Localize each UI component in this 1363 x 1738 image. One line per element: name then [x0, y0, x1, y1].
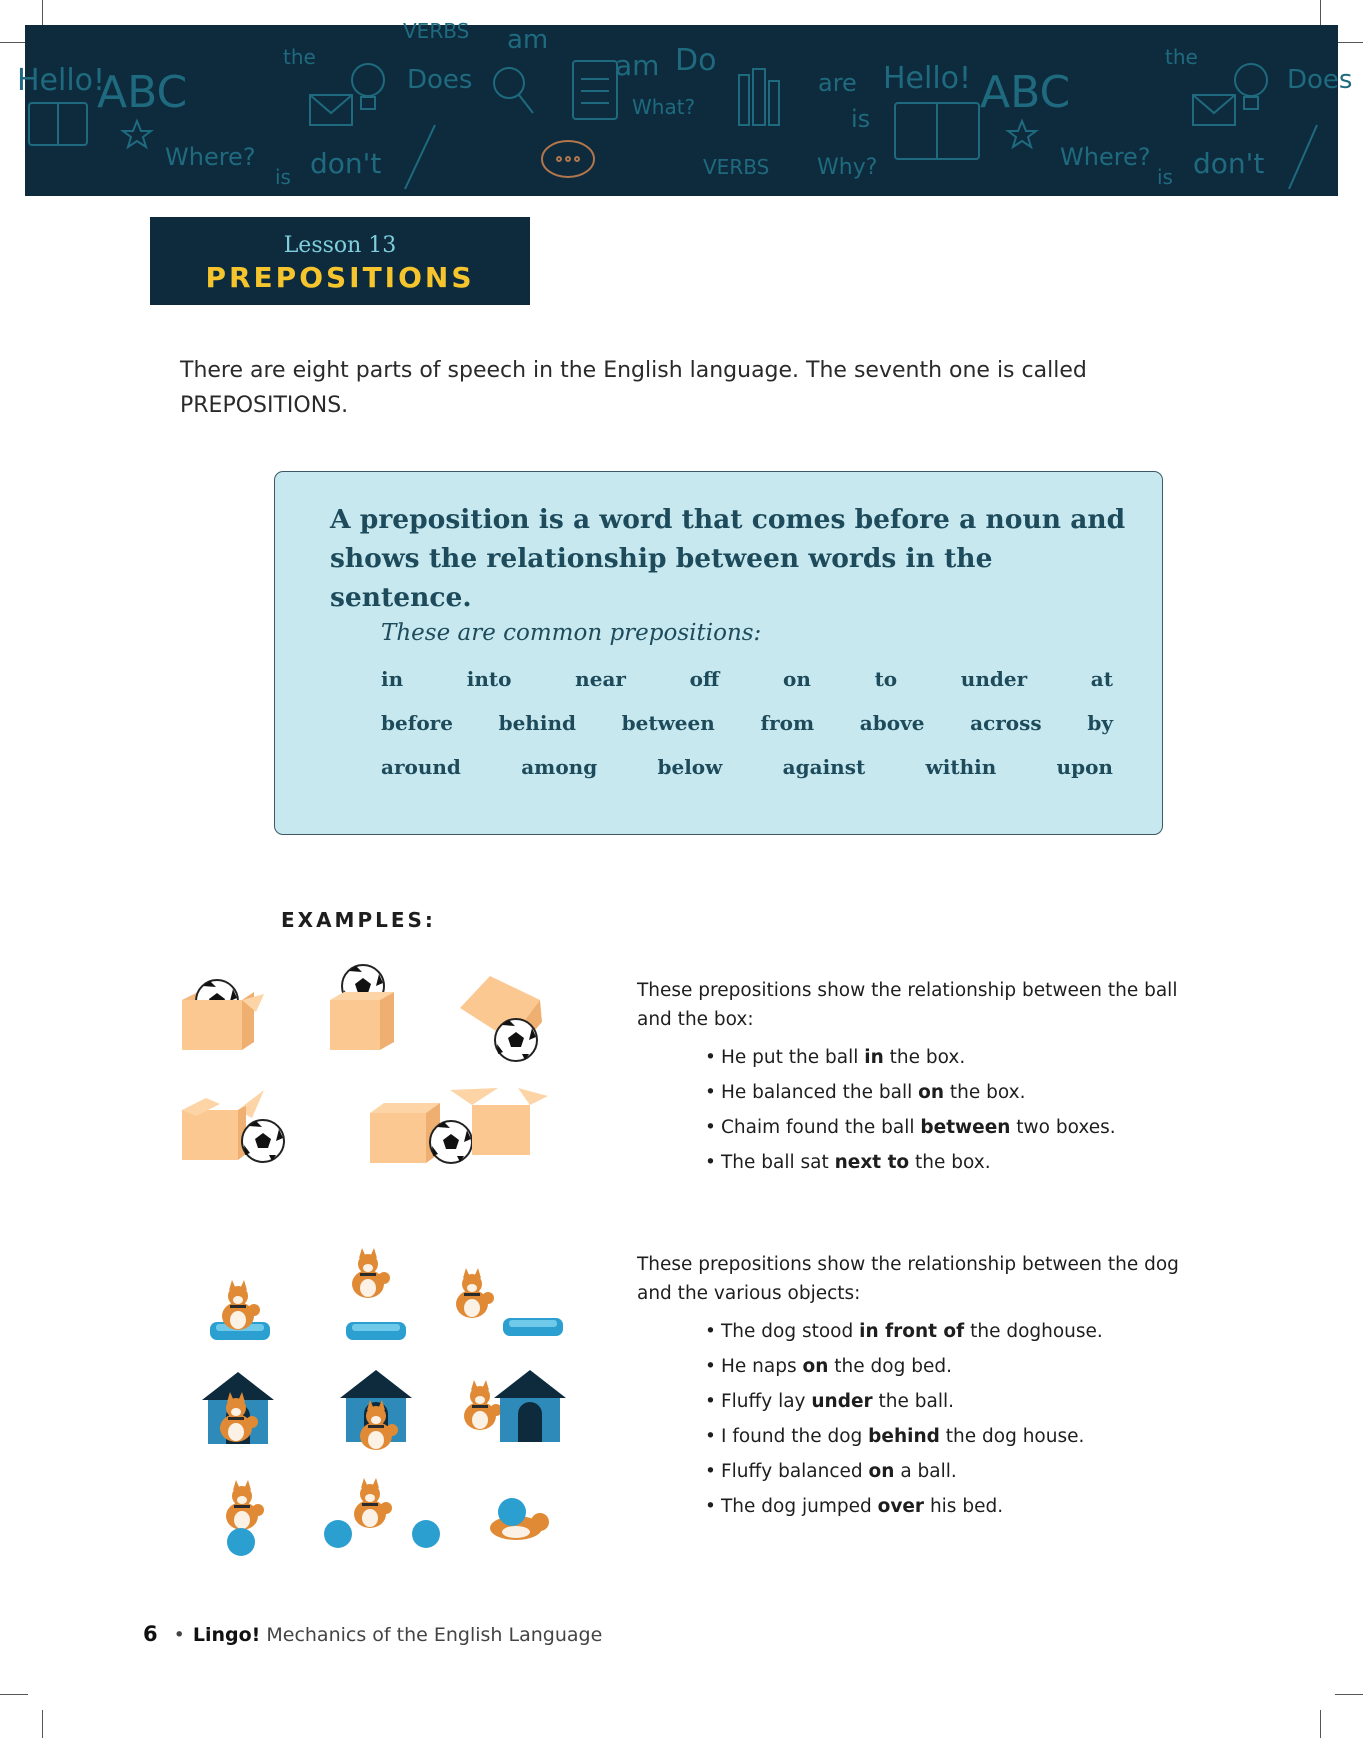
preposition-word: below	[657, 755, 723, 779]
lesson-header	[150, 217, 530, 305]
dog-under-ball	[490, 1498, 549, 1540]
doodle-text: Do	[675, 43, 717, 78]
preposition-word: between	[621, 711, 715, 735]
preposition-word: in	[381, 667, 404, 691]
lightbulb-icon	[1235, 64, 1267, 96]
preposition-word: into	[466, 667, 512, 691]
list-item: • Fluffy balanced on a ball.	[705, 1454, 1197, 1489]
doodle-text: the	[1165, 45, 1198, 69]
list-item: • He put the ball in the box.	[705, 1040, 1197, 1075]
ball-example-list	[637, 1040, 1197, 1180]
lightbulb-icon	[352, 64, 384, 96]
list-item: • Fluffy lay under the ball.	[705, 1384, 1197, 1419]
preposition-word: at	[1090, 667, 1113, 691]
pencil-icon	[1289, 125, 1317, 189]
list-item: • He balanced the ball on the box.	[705, 1075, 1197, 1110]
dog-illustration	[190, 1250, 580, 1570]
page-footer	[143, 1622, 602, 1646]
intro-paragraph: There are eight parts of speech in the English language. The seventh one is called PREPOSITIONS.	[180, 358, 1087, 418]
list-item: • Chaim found the ball between two boxes.	[705, 1110, 1197, 1145]
preposition-word: near	[575, 667, 626, 691]
doodle-text: What?	[632, 95, 696, 119]
crop-mark	[1335, 42, 1363, 43]
footer-book-title: Mechanics of the English Language	[266, 1624, 603, 1646]
doodle-text: Where?	[165, 143, 256, 171]
preposition-word: around	[381, 755, 461, 779]
preposition-row	[381, 667, 1113, 691]
ball-box-illustration	[160, 960, 560, 1180]
crop-mark	[1335, 1694, 1363, 1695]
doodle-text: are	[818, 69, 857, 97]
doodle-text: ABC	[980, 67, 1071, 118]
doodle-text: Does	[407, 65, 473, 95]
doodle-text: Why?	[817, 155, 878, 180]
definition-text: A preposition is a word that comes before a noun and shows the relationship between words in the sentence.	[330, 504, 1126, 613]
doodle-text: is	[1157, 165, 1173, 189]
dog-examples	[637, 1250, 1197, 1524]
ball-examples	[637, 976, 1197, 1180]
doodle-text: VERBS	[403, 19, 470, 43]
preposition-word: before	[381, 711, 453, 735]
doodle-icons	[25, 25, 1338, 196]
crop-mark	[42, 0, 43, 28]
lesson-title: PREPOSITIONS	[205, 261, 475, 294]
doodle-text: the	[283, 45, 316, 69]
doodle-text: VERBS	[703, 155, 770, 179]
dog-between-balls	[324, 1478, 440, 1548]
definition-box	[274, 471, 1163, 835]
page-number: 6	[143, 1622, 158, 1646]
list-item: • I found the dog behind the dog house.	[705, 1419, 1197, 1454]
examples-heading: EXAMPLES:	[281, 908, 436, 932]
preposition-word: under	[960, 667, 1028, 691]
preposition-row	[381, 755, 1113, 779]
list-item: • The dog stood in front of the doghouse.	[705, 1314, 1197, 1349]
box-ball-next-to	[182, 1090, 284, 1162]
dog-over-bed	[346, 1248, 406, 1340]
speech-bubble-icon	[542, 141, 594, 177]
preposition-word: against	[782, 755, 866, 779]
books-icon	[739, 75, 749, 125]
crop-mark	[1320, 1710, 1321, 1738]
dog-example-list	[637, 1314, 1197, 1524]
dog-on-ball	[226, 1480, 264, 1556]
dog-examples-intro: These prepositions show the relationship between the dog and the various objects:	[637, 1254, 1179, 1304]
box-ball-between	[370, 1088, 548, 1163]
star-icon	[1008, 121, 1036, 147]
dog-on-bed	[210, 1280, 270, 1340]
preposition-word: within	[925, 755, 997, 779]
doodle-text: Does	[1287, 65, 1353, 95]
doodle-text: ABC	[97, 67, 188, 118]
preposition-word: to	[874, 667, 898, 691]
doodle-text: am	[615, 49, 660, 82]
list-item: • The dog jumped over his bed.	[705, 1489, 1197, 1524]
doodle-text: is	[275, 165, 291, 189]
ball-examples-intro: These prepositions show the relationship between the ball and the box:	[637, 980, 1178, 1030]
preposition-word: on	[783, 667, 811, 691]
dog-in-house	[202, 1372, 274, 1444]
preposition-word: behind	[498, 711, 576, 735]
doodle-text: don't	[310, 147, 382, 180]
star-icon	[123, 121, 151, 147]
preposition-word: from	[760, 711, 815, 735]
dog-next-to-bed	[456, 1268, 563, 1336]
crop-mark	[0, 42, 28, 43]
crop-mark	[0, 1694, 28, 1695]
footer-brand: Lingo!	[192, 1624, 261, 1646]
doodle-text: is	[851, 105, 871, 133]
preposition-word: upon	[1056, 755, 1113, 779]
dog-behind-house	[464, 1370, 566, 1442]
list-item: • He naps on the dog bed.	[705, 1349, 1197, 1384]
footer-separator: •	[173, 1624, 185, 1646]
preposition-word: across	[970, 711, 1042, 735]
dog-in-front-of-house	[340, 1370, 412, 1450]
preposition-word: off	[689, 667, 720, 691]
crop-mark	[1320, 0, 1321, 28]
magnifier-icon	[494, 68, 524, 98]
header-banner	[17, 19, 1353, 196]
doodle-text: Hello!	[17, 63, 106, 98]
preposition-word: among	[521, 755, 598, 779]
pencil-icon	[405, 125, 435, 189]
crop-mark	[42, 1710, 43, 1738]
doodle-text: don't	[1193, 147, 1265, 180]
box-ball-under	[460, 976, 542, 1061]
box-ball-on	[330, 965, 394, 1050]
preposition-word: above	[859, 711, 925, 735]
common-prepositions-label: These are common prepositions:	[381, 620, 762, 646]
lesson-number: Lesson 13	[283, 233, 397, 258]
doodle-text: Hello!	[883, 61, 972, 96]
box-ball-in	[182, 980, 264, 1050]
preposition-row	[381, 711, 1113, 735]
doodle-text: am	[507, 25, 549, 55]
list-item: • The ball sat next to the box.	[705, 1145, 1197, 1180]
preposition-word: by	[1087, 711, 1113, 735]
doodle-text: Where?	[1060, 143, 1151, 171]
